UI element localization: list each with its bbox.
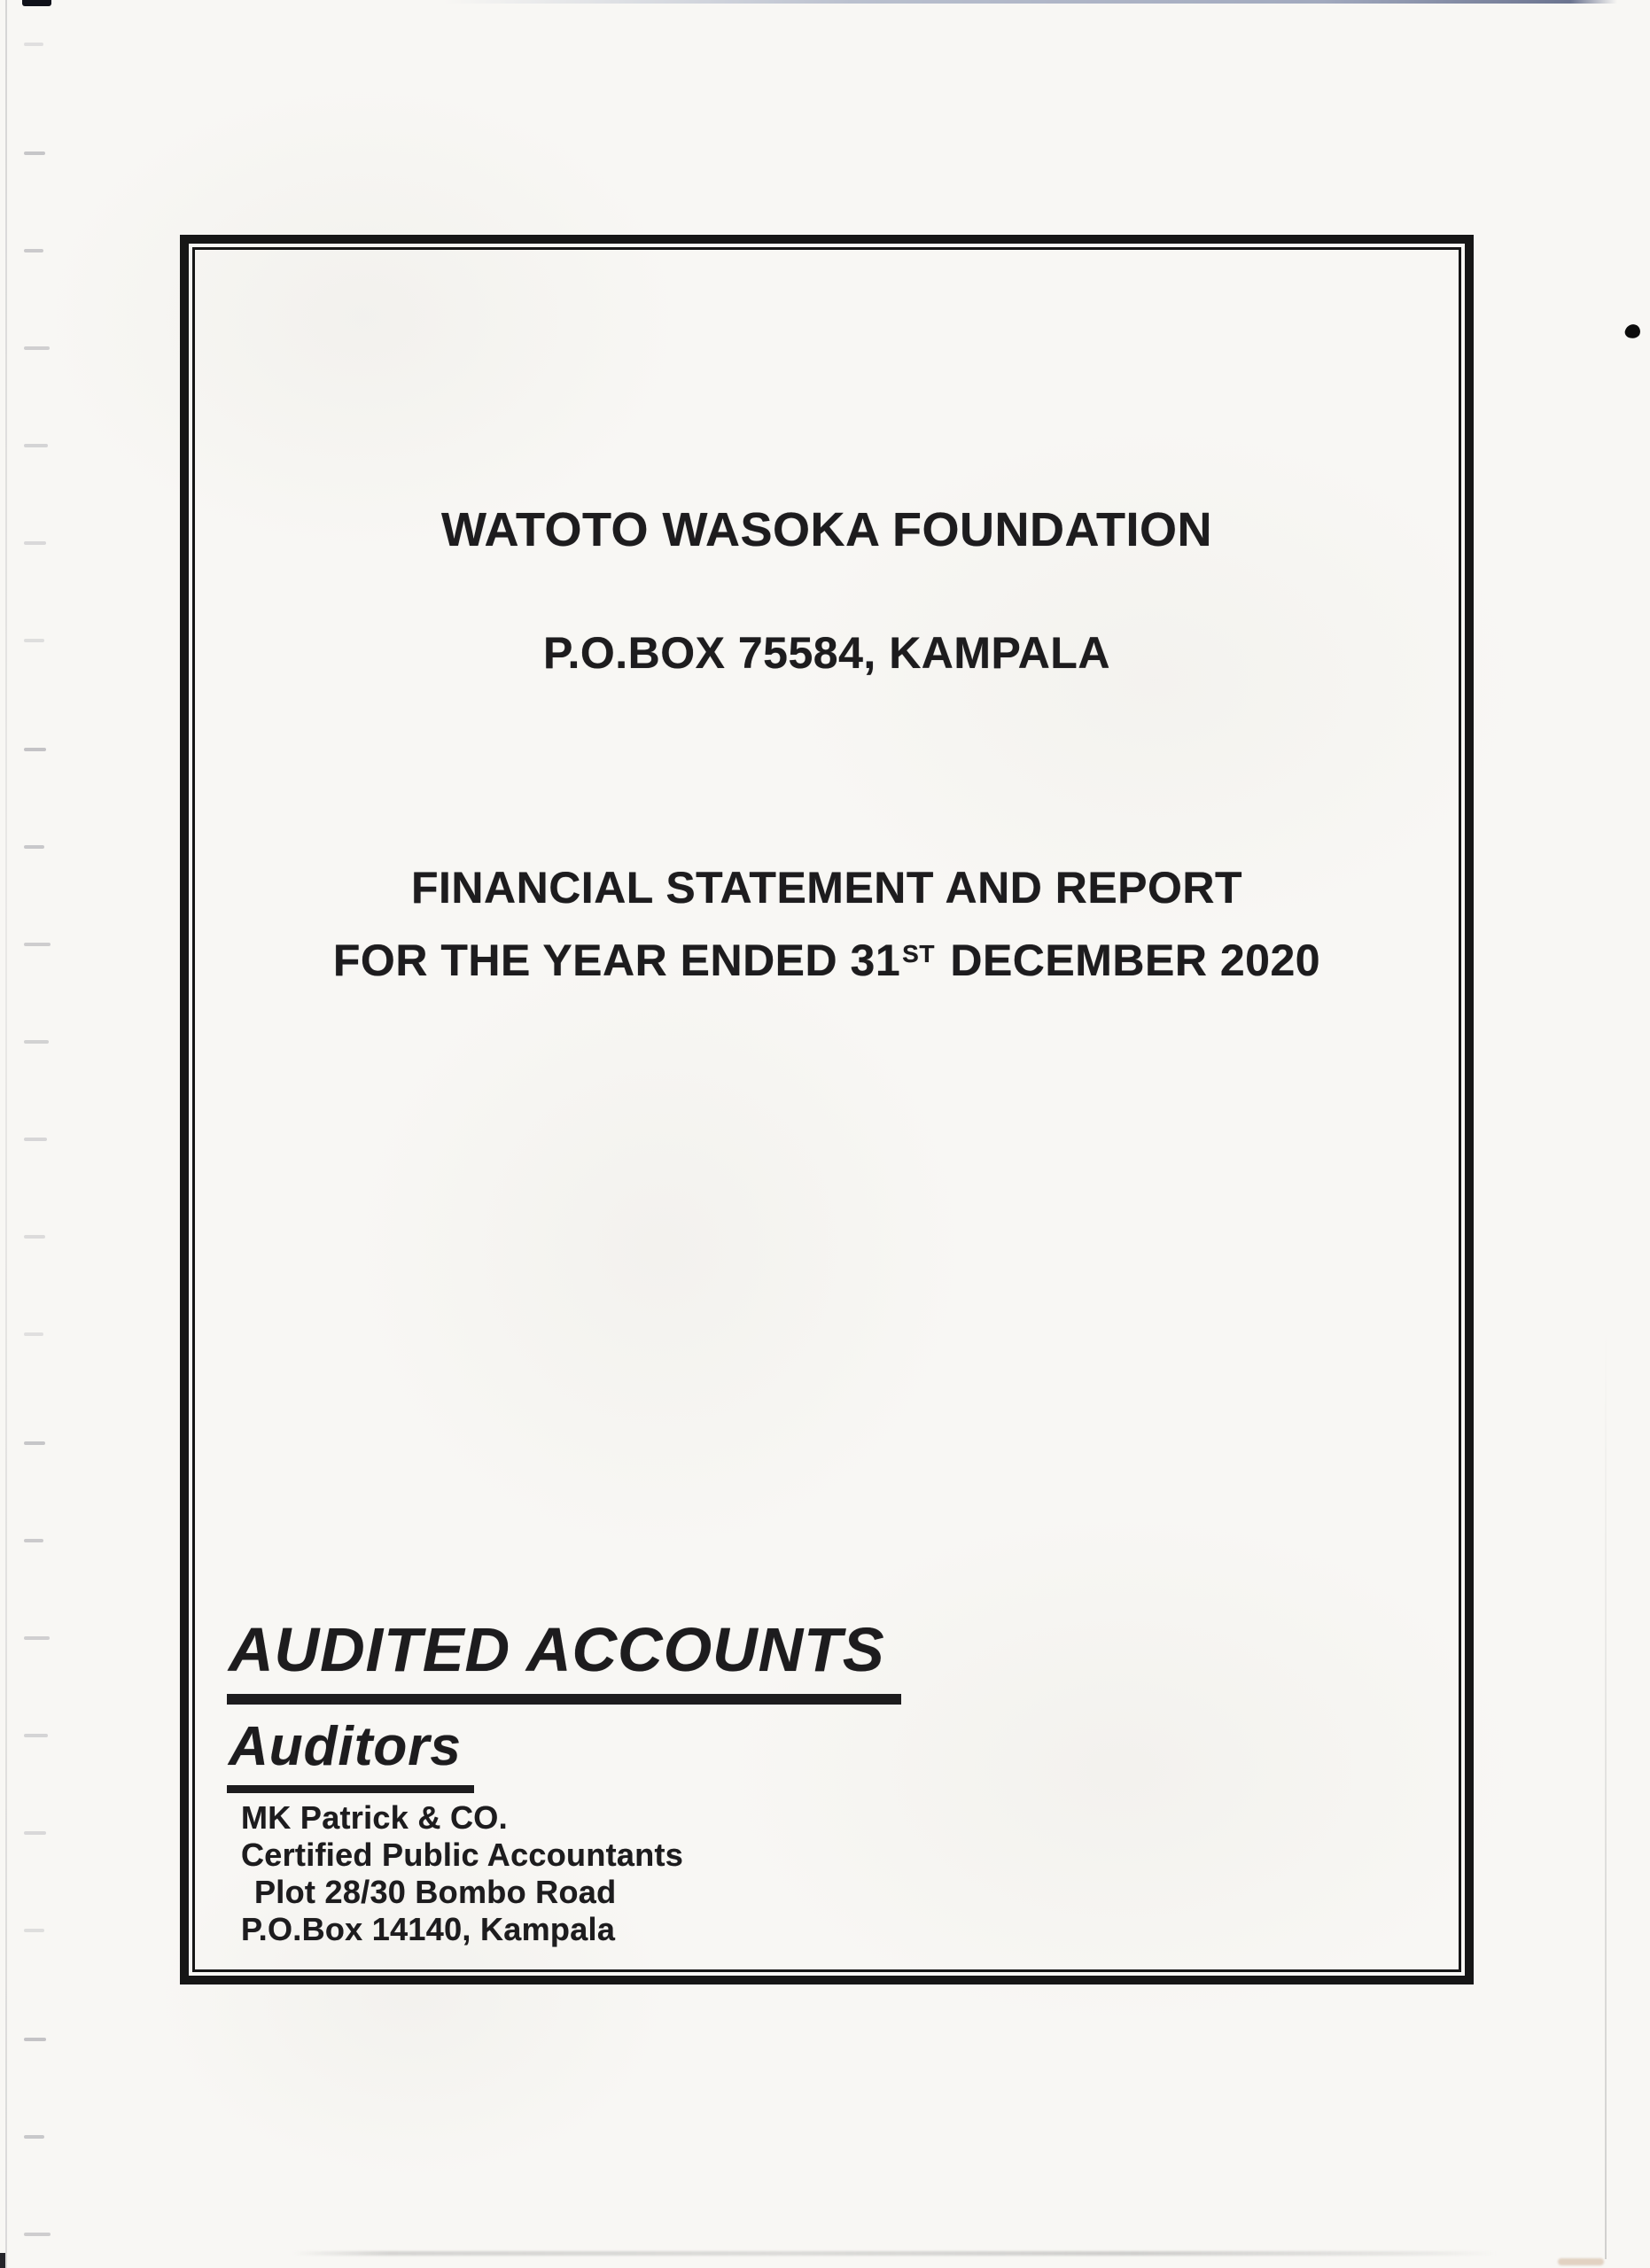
binding-mark	[24, 249, 43, 252]
scan-artifact-bottom-right-smudge	[1558, 2258, 1604, 2265]
paper-right-edge-line	[1605, 1329, 1607, 2259]
report-title-line1: FINANCIAL STATEMENT AND REPORT	[410, 863, 1243, 913]
binding-mark	[24, 1332, 43, 1336]
binding-mark	[24, 2135, 44, 2139]
scan-artifact-ink-blob	[1623, 322, 1641, 340]
binding-mark	[24, 748, 46, 751]
auditors-heading: Auditors	[227, 1715, 474, 1793]
report-title-line2	[189, 935, 1465, 986]
binding-mark	[24, 1040, 49, 1044]
report-title-line2-ordinal: ST	[902, 940, 935, 968]
binding-mark	[24, 541, 46, 545]
binding-mark	[24, 1235, 45, 1239]
binding-mark	[24, 1831, 46, 1835]
binding-mark	[24, 1441, 45, 1445]
binding-mark	[24, 943, 51, 946]
binding-mark	[24, 1539, 43, 1542]
binding-mark	[24, 1138, 47, 1141]
report-title-line2-prefix: FOR THE YEAR ENDED 31	[332, 936, 901, 985]
binding-mark	[24, 2233, 51, 2236]
scan-artifact-top-left-mark	[22, 0, 51, 6]
binding-mark	[24, 151, 45, 155]
scan-artifact-bottom-edge-shadow	[292, 2251, 1498, 2256]
binding-mark	[24, 639, 44, 642]
audited-accounts-heading: AUDITED ACCOUNTS	[227, 1614, 901, 1705]
binding-mark	[24, 1734, 48, 1737]
binding-mark	[24, 346, 50, 350]
binding-mark	[24, 2038, 46, 2041]
paper-left-edge-line	[5, 0, 7, 2268]
binding-mark	[24, 845, 44, 849]
report-title-line2-suffix: DECEMBER 2020	[937, 936, 1321, 985]
binding-mark	[24, 444, 48, 447]
binding-mark	[24, 1636, 50, 1640]
binding-mark	[24, 43, 43, 46]
organization-name: WATOTO WASOKA FOUNDATION	[441, 503, 1212, 556]
scan-artifact-top-edge-line	[443, 0, 1617, 4]
binding-mark	[24, 1929, 44, 1932]
scan-artifact-bottom-left-mark	[0, 2253, 5, 2268]
auditor-firm-name: MK Patrick & CO.	[241, 1799, 508, 1836]
auditor-street-address: Plot 28/30 Bombo Road	[254, 1874, 617, 1910]
auditor-po-box: P.O.Box 14140, Kampala	[241, 1911, 616, 1947]
organization-po-box: P.O.BOX 75584, KAMPALA	[543, 628, 1110, 678]
auditor-designation: Certified Public Accountants	[241, 1837, 684, 1873]
